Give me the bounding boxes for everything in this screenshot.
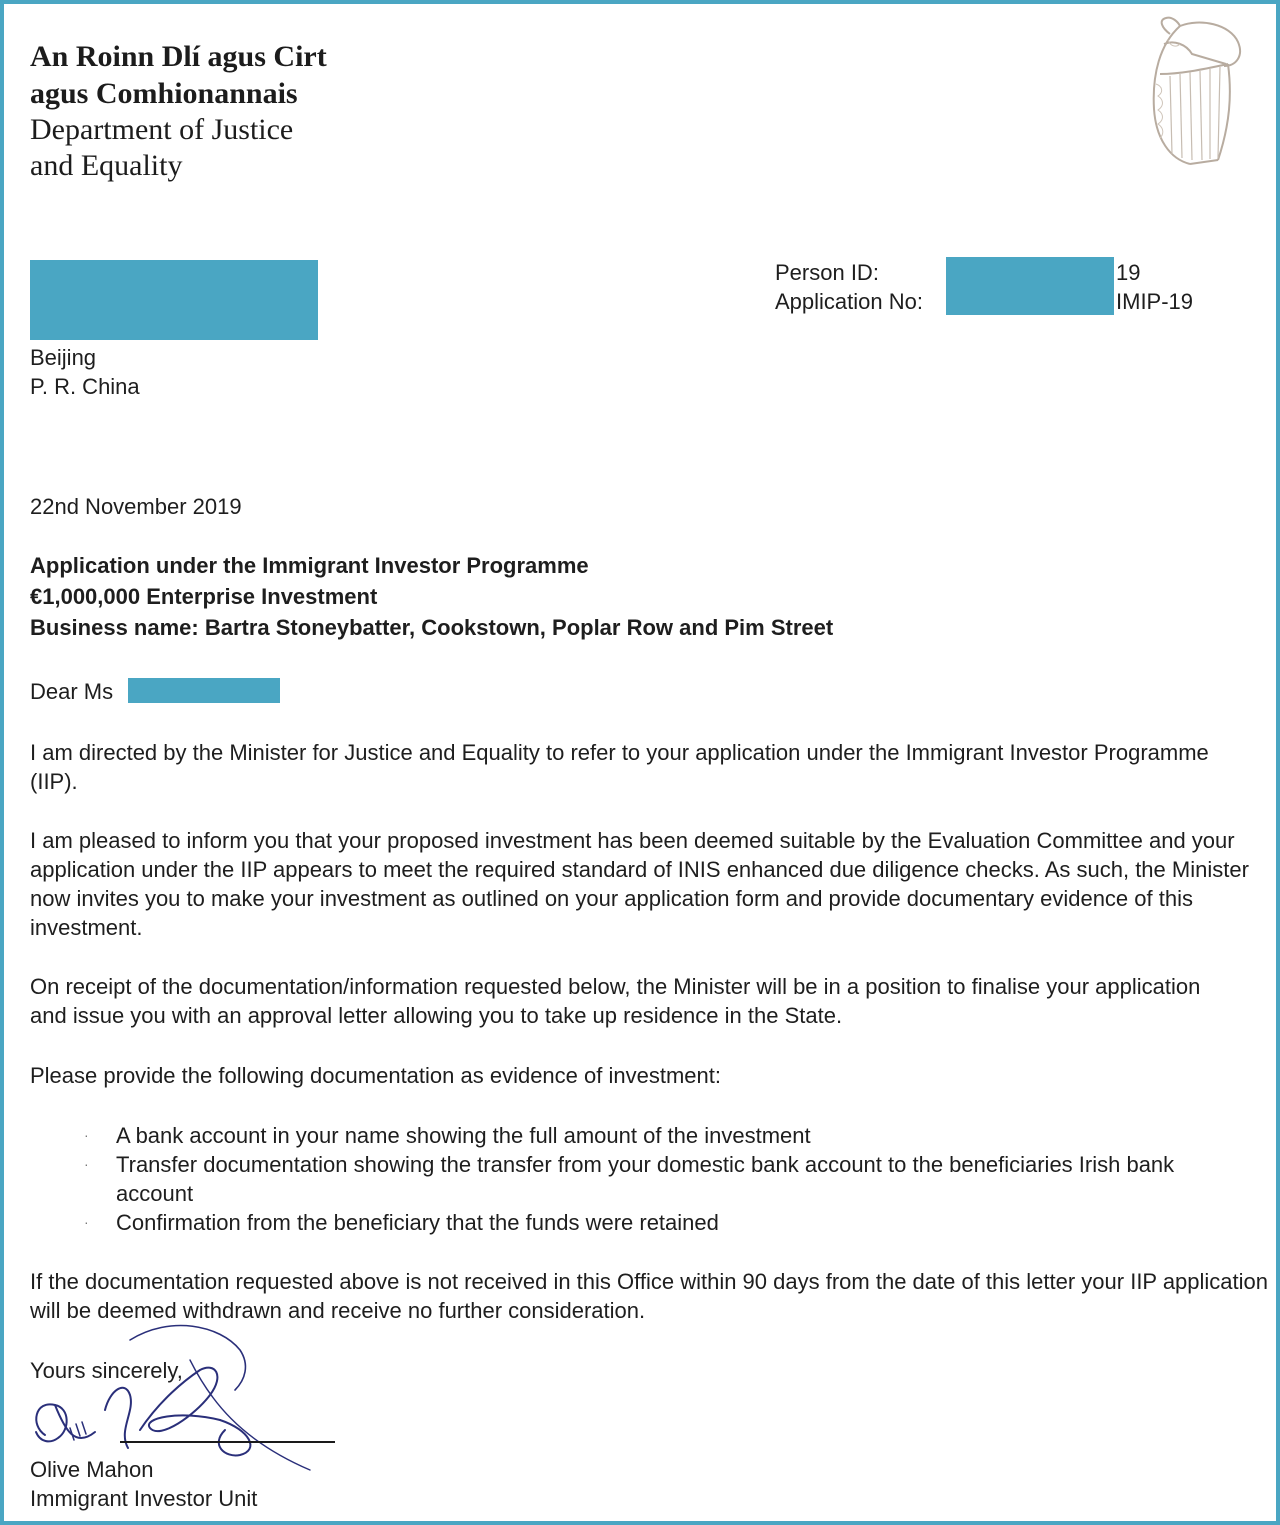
signatory-block: [30, 1455, 257, 1513]
list-item: [84, 1208, 1234, 1237]
salutation: Dear Ms: [30, 679, 114, 704]
letterhead-english-line1: Department of Justice: [30, 113, 294, 146]
application-no-value: IMIP-19: [1116, 289, 1194, 314]
list-item-text: Confirmation from the beneficiary that the funds were retained: [116, 1210, 719, 1235]
person-id-label: Person ID:: [775, 260, 879, 285]
signoff: Yours sincerely,: [30, 1358, 183, 1383]
list-item: [84, 1150, 1234, 1208]
letter-date: 22nd November 2019: [30, 494, 242, 519]
signatory-unit: Immigrant Investor Unit: [30, 1486, 258, 1511]
letterhead-irish: [30, 38, 327, 112]
redacted-recipient-name: [128, 678, 280, 703]
harp-emblem-icon: [1140, 14, 1252, 170]
bullet-glyph: ·: [84, 1156, 89, 1172]
paragraph-request: Please provide the following documentation as evidence of investment:: [30, 1063, 721, 1088]
documentation-list: [84, 1121, 1234, 1237]
paragraph-deadline: If the documentation requested above is not received in this Office within 90 days from the date of this letter your IIP application will be deemed withdrawn and receive no further consideration.: [30, 1269, 1269, 1323]
list-item: [84, 1121, 1234, 1150]
bullet-glyph: ·: [84, 1214, 89, 1230]
application-no-label: Application No:: [775, 289, 923, 314]
letterhead-english-line2: and Equality: [30, 149, 183, 182]
paragraph-receipt: On receipt of the documentation/information requested below, the Minister will be in a position to finalise your application and issue you with an approval letter allowing you to take up residence in the State.: [30, 974, 1201, 1028]
address-block: [30, 343, 140, 401]
redacted-reference: [946, 257, 1114, 315]
redacted-address: [30, 260, 318, 340]
subject-block: [30, 550, 833, 643]
subject-line-business: Business name: Bartra Stoneybatter, Cookstown, Poplar Row and Pim Street: [30, 615, 834, 640]
bullet-glyph: ·: [84, 1127, 89, 1143]
person-id-value: 19: [1116, 260, 1141, 285]
address-country: P. R. China: [30, 374, 140, 399]
address-city: Beijing: [30, 345, 97, 370]
letterhead-english: [30, 112, 293, 184]
paragraph-suitability: I am pleased to inform you that your proposed investment has been deemed suitable by the Evaluation Committee and your application under the IIP appears to meet the required standard of INIS enhanced due diligence checks. As such, the Minister now invites you to make your investment as outlined on your application form and provide documentary evidence of this investment.: [30, 828, 1249, 940]
signatory-name: Olive Mahon: [30, 1457, 154, 1482]
subject-line-programme: Application under the Immigrant Investor Programme: [30, 553, 589, 578]
letterhead-irish-line1: An Roinn Dlí agus Cirt: [30, 40, 327, 73]
list-item-text: Transfer documentation showing the transfer from your domestic bank account to the beneficiaries Irish bank account: [116, 1152, 1175, 1206]
subject-line-amount: €1,000,000 Enterprise Investment: [30, 584, 378, 609]
list-item-text: A bank account in your name showing the full amount of the investment: [116, 1123, 811, 1148]
letterhead-irish-line2: agus Comhionannais: [30, 77, 298, 110]
paragraph-intro: I am directed by the Minister for Justice and Equality to refer to your application under the Immigrant Investor Programme (IIP).: [30, 740, 1209, 794]
